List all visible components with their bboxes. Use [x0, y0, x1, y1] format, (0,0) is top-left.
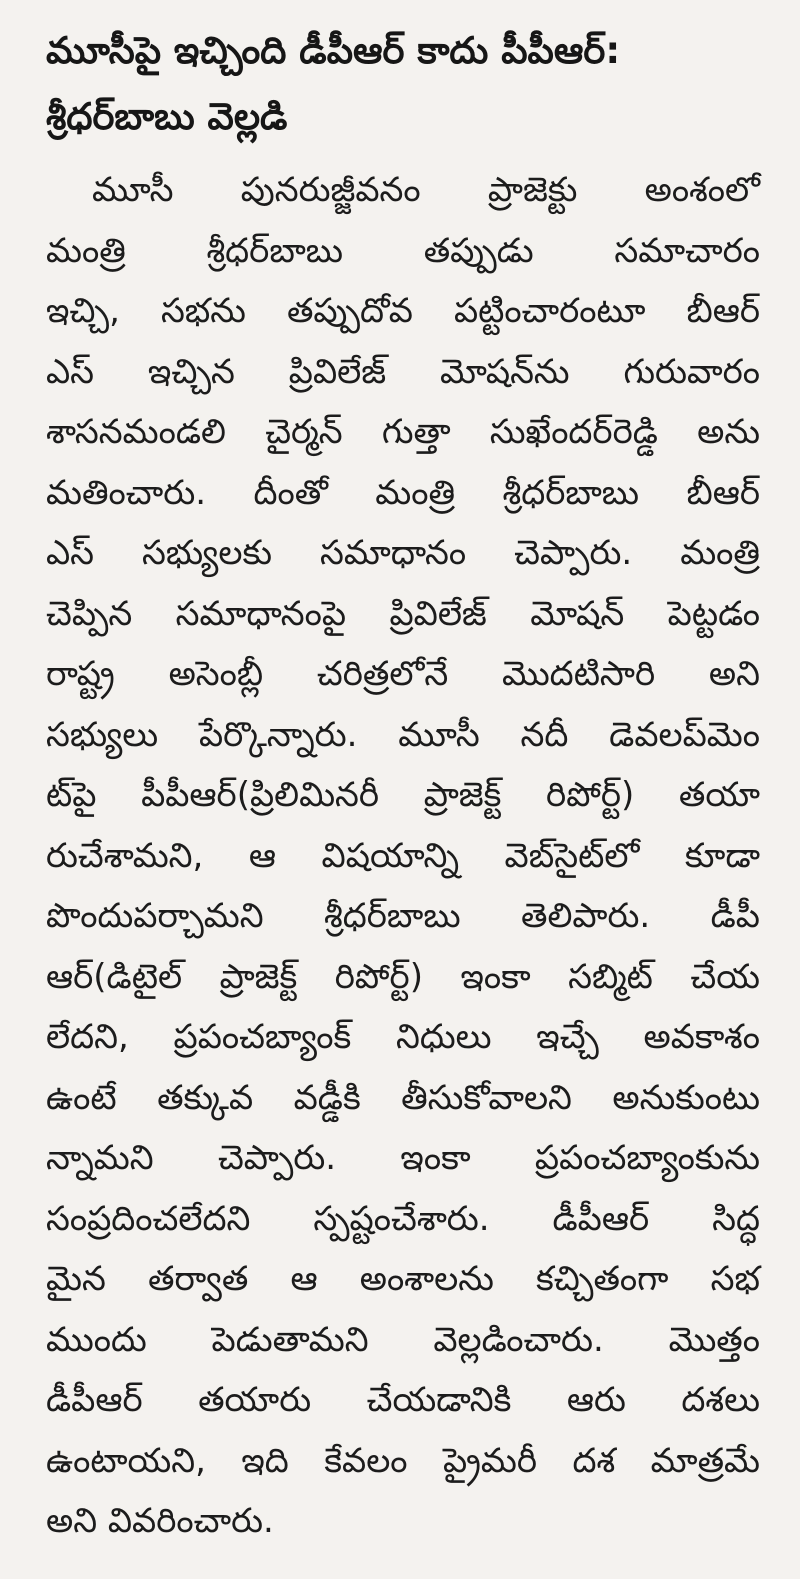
- body-line: సంప్రదించలేదని స్పష్టంచేశారు. డీపీఆర్ సిద్ధ: [46, 1198, 760, 1239]
- headline-line-2: శ్రీధర్‌బాబు వెల్లడి: [46, 95, 288, 138]
- body-line: ఉంటాయని, ఇది కేవలం ప్రైమరీ దశ మాత్రమే: [46, 1440, 760, 1481]
- body-line: శాసనమండలి చైర్మన్ గుత్తా సుఖేందర్‌రెడ్డి అను: [46, 412, 760, 452]
- body-line: ఇచ్చి, సభను తప్పుదోవ పట్టించారంటూ బీఆర్: [46, 291, 760, 331]
- article-body: [46, 160, 760, 1552]
- body-line: ఆర్(డిటైల్ ప్రాజెక్ట్ రిపోర్ట్) ఇంకా సబ్మిట్ చేయ: [46, 956, 760, 997]
- headline: [46, 18, 760, 150]
- body-line: అని వివరించారు.: [46, 1501, 274, 1541]
- body-line: ఎస్ సభ్యులకు సమాధానం చెప్పారు. మంత్రి: [46, 533, 760, 573]
- body-line: సభ్యులు పేర్కొన్నారు. మూసీ నదీ డెవలప్‌మెం: [46, 714, 760, 755]
- body-line: ఎస్ ఇచ్చిన ప్రివిలేజ్ మోషన్‌ను గురువారం: [46, 351, 760, 392]
- body-line: ముందు పెడుతామని వెల్లడించారు. మొత్తం: [46, 1319, 760, 1360]
- body-line: మైన తర్వాత ఆ అంశాలను కచ్చితంగా సభ: [46, 1259, 760, 1299]
- body-line: పొందుపర్చామని శ్రీధర్‌బాబు తెలిపారు. డీపీ: [46, 896, 760, 936]
- body-line: న్నామని చెప్పారు. ఇంకా ప్రపంచబ్యాంకును: [46, 1138, 760, 1178]
- body-line: మూసీ పునరుజ్జీవనం ప్రాజెక్టు అంశంలో: [92, 170, 760, 210]
- body-line: మతించారు. దీంతో మంత్రి శ్రీధర్‌బాబు బీఆర్: [46, 472, 760, 513]
- body-line: రాష్ట్ర అసెంబ్లీ చరిత్రలోనే మొదటిసారి అని: [46, 654, 760, 694]
- body-line: రుచేశామని, ఆ విషయాన్ని వెబ్‌సైట్‌లో కూడా: [46, 835, 760, 876]
- body-line: ట్‌పై పీపీఆర్(ప్రిలిమినరీ ప్రాజెక్ట్ రిపోర్ట్) తయా: [46, 775, 760, 815]
- body-line: ఉంటే తక్కువ వడ్డీకి తీసుకోవాలని అనుకుంటు: [46, 1077, 760, 1118]
- headline-line-1: మూసీపై ఇచ్చింది డీపీఆర్ కాదు పీపీఆర్:: [46, 29, 621, 72]
- body-line: మంత్రి శ్రీధర్‌బాబు తప్పుడు సమాచారం: [46, 230, 760, 271]
- body-line: చెప్పిన సమాధానంపై ప్రివిలేజ్ మోషన్ పెట్టడం: [46, 593, 760, 634]
- body-line: లేదని, ప్రపంచబ్యాంక్ నిధులు ఇచ్చే అవకాశం: [46, 1017, 760, 1057]
- body-line: డీపీఆర్ తయారు చేయడానికి ఆరు దశలు: [46, 1380, 760, 1420]
